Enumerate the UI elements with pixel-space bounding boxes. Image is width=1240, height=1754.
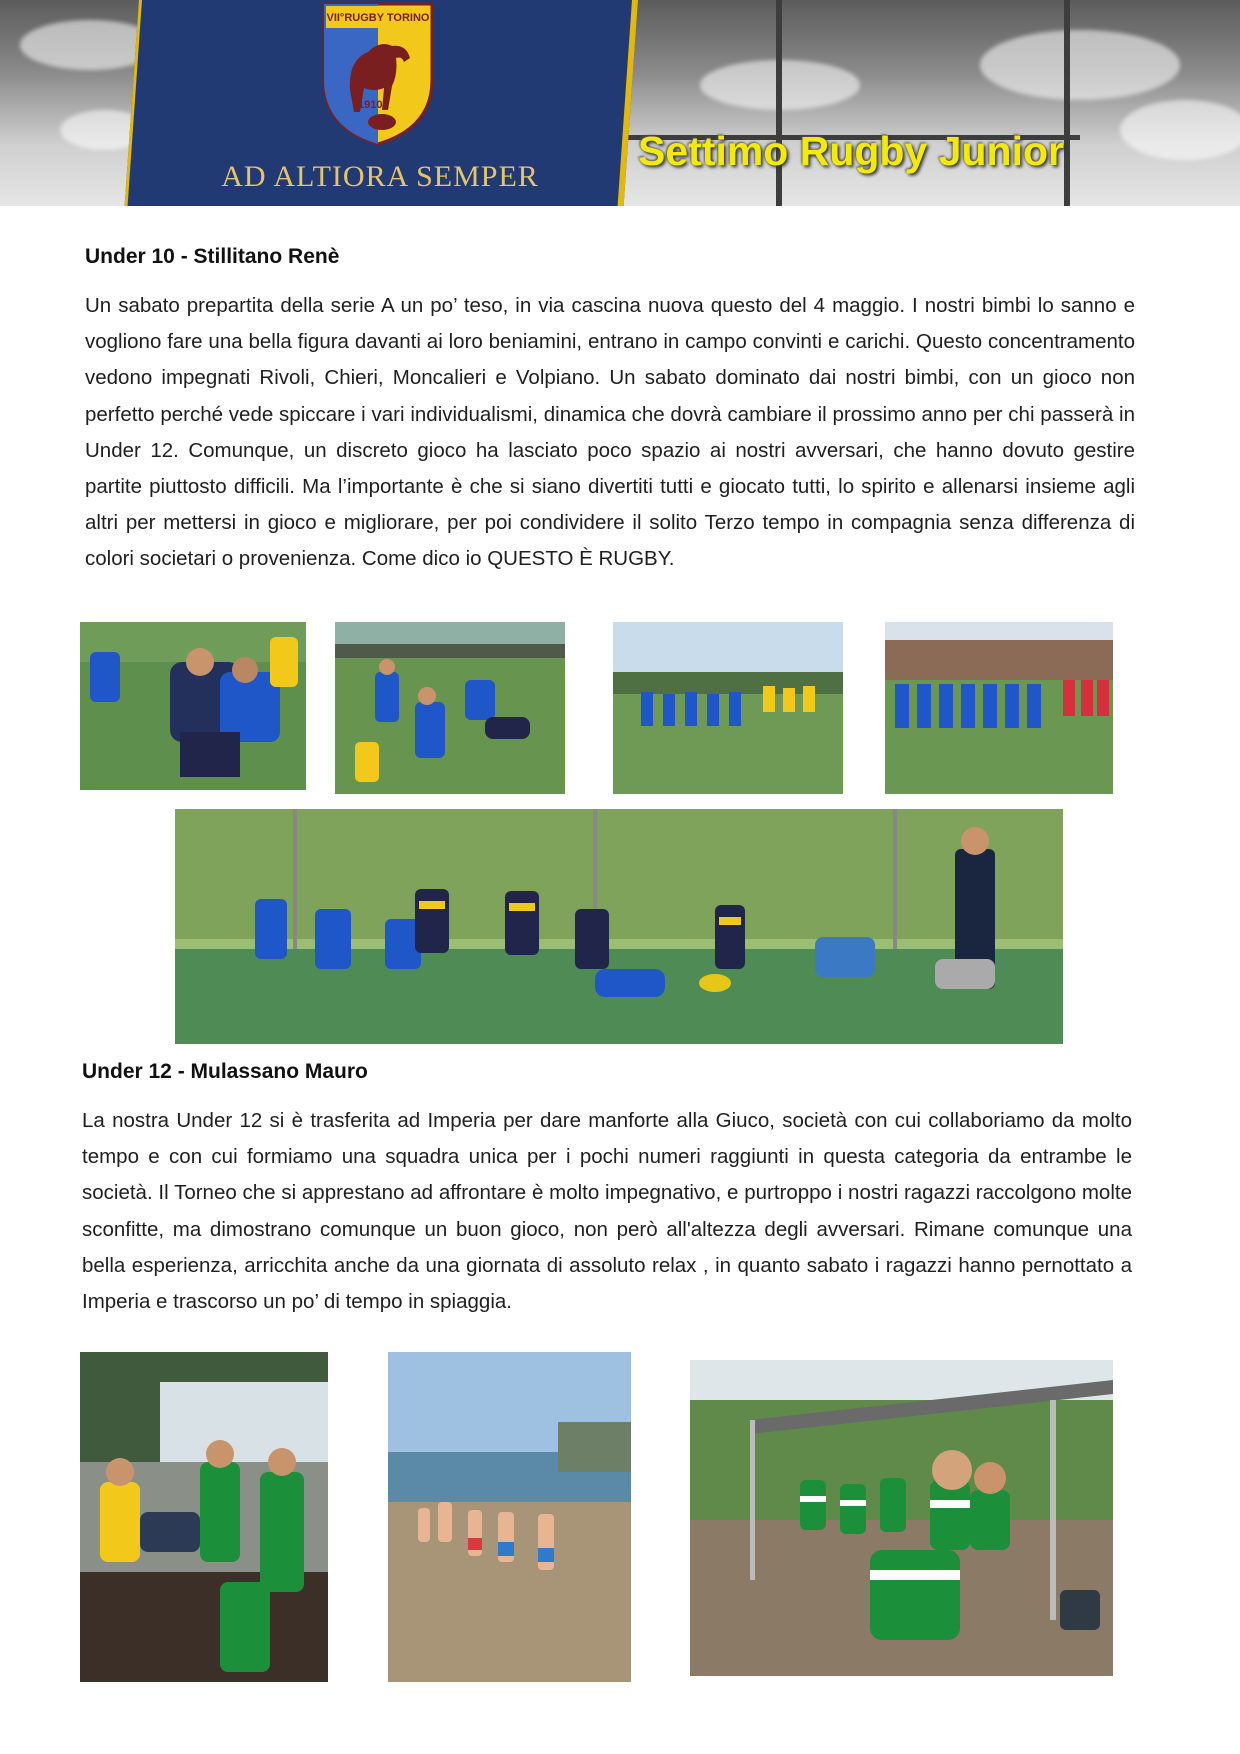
photo-under12-bench — [690, 1360, 1113, 1676]
section-body-under10: Un sabato prepartita della serie A un po’ teso, in via cascina nuova questo del 4 maggio. I nostri bimbi lo sanno e vogliono fare una bella figura davanti ai loro beniamini, entrano in campo convinti e carichi. Questo concentramento vedono impegnati Rivoli, Chieri, Moncalieri e Volpiano. Un sabato dominato dai nostri bimbi, con un gioco non perfetto perché vede spiccare i vari individualismi, dinamica che dovrà cambiare il prossimo anno per chi passerà in Under 12. Comunque, un discreto gioco ha lasciato poco spazio ai nostri avversari, che hanno dovuto gestire partite piuttosto difficili. Ma l’importante è che si siano divertiti tutti e giocato tutti, lo spirito e allenarsi insieme agli altri per mettersi in gioco e migliorare, per poi condividere il solito Terzo tempo in compagnia senza differenza di colori societari o provenienza. Come dico io QUESTO È RUGBY. — [85, 294, 1135, 571]
cloud — [980, 30, 1180, 100]
goal-post — [1064, 0, 1070, 206]
photo-under12-picnic — [80, 1352, 328, 1682]
logo-text: VII°RUGBY TORINO — [326, 12, 430, 24]
goal-post — [776, 0, 782, 206]
photo-under10-play — [335, 622, 565, 794]
club-shield-logo — [318, 0, 438, 148]
section-heading-under10: Under 10 - Stillitano Renè — [85, 245, 340, 268]
photo-under10-wide-action — [175, 809, 1063, 1044]
page-title: Settimo Rugby Junior — [638, 128, 1064, 174]
photo-under10-teams — [885, 622, 1113, 794]
photo-under12-beach — [388, 1352, 631, 1682]
cloud — [1120, 100, 1240, 160]
header-banner — [0, 0, 1240, 206]
photo-under10-tackle — [80, 622, 306, 790]
section-heading-under12: Under 12 - Mulassano Mauro — [82, 1060, 368, 1083]
logo-year: 1910 — [358, 99, 383, 111]
photo-under10-lineup — [613, 622, 843, 794]
section-body-under12: La nostra Under 12 si è trasferita ad Imperia per dare manforte alla Giuco, società con cui collaboriamo da molto tempo e con cui formiamo una squadra unica per i pochi numeri raggiunti in questa categoria da entrambe le società. Il Torneo che si apprestano ad affrontare è molto impegnativo, e purtroppo i nostri ragazzi raccolgono molte sconfitte, ma dimostrano comunque un buon gioco, non però all'altezza degli avversari. Rimane comunque una bella esperienza, arricchita anche da una giornata di assoluto relax , in quanto sabato i ragazzi hanno pernottato a Imperia e trascorso un po’ di tempo in spiaggia. — [82, 1109, 1132, 1314]
club-motto: AD ALTIORA SEMPER — [221, 160, 539, 193]
